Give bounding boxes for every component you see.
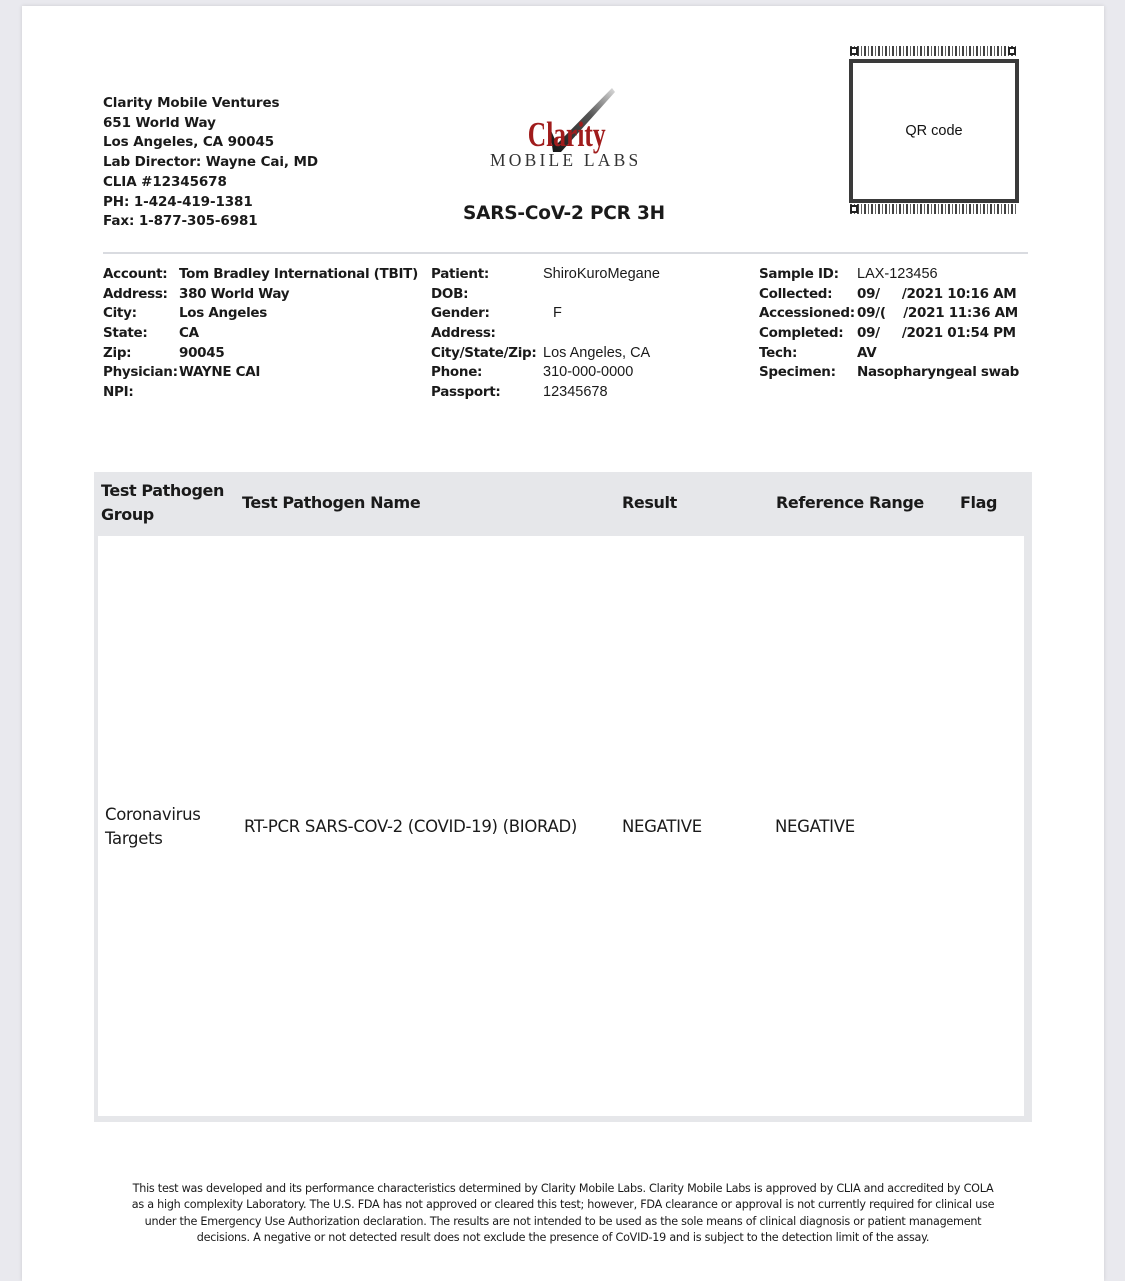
field-label: Sample ID: (759, 266, 839, 282)
logo-wordmark: Clarity (527, 115, 606, 154)
report-page (22, 6, 1104, 1281)
lab-street: 651 World Way (103, 114, 216, 131)
disclaimer-line: decisions. A negative or not detected result does not exclude the presence of CoVID-19 and is subject to the detection limit of the assay. (196, 1230, 930, 1244)
sample-collected: 09/ /2021 10:16 AM (857, 285, 1017, 302)
field-label: City/State/Zip: (431, 344, 537, 361)
sample-accessioned: 09/( /2021 11:36 AM (857, 305, 1018, 322)
lab-phone: PH: 1-424-419-1381 (103, 193, 253, 210)
qr-pattern-bottom (850, 204, 1016, 214)
cell-reference-range: NEGATIVE (775, 817, 855, 836)
account-row (103, 324, 425, 344)
patient-gender: F (553, 305, 562, 322)
lab-name: Clarity Mobile Ventures (103, 95, 280, 111)
field-label: Tech: (759, 344, 798, 361)
field-label: Accessioned: (759, 305, 855, 322)
field-label: Patient: (431, 266, 489, 282)
lab-info (103, 94, 318, 232)
cell-result: NEGATIVE (622, 817, 702, 836)
field-label: Phone: (431, 364, 483, 381)
patient-info (431, 265, 743, 403)
clarity-logo (487, 86, 637, 176)
field-label: Address: (103, 285, 168, 302)
field-label: DOB: (431, 285, 469, 302)
header-divider (103, 252, 1028, 254)
sample-row (759, 344, 1059, 364)
field-label: State: (103, 325, 148, 342)
sample-tech: AV (857, 344, 877, 361)
field-label: Completed: (759, 325, 844, 342)
qr-finder-icon (1008, 47, 1016, 55)
field-label: Address: (431, 325, 496, 342)
cell-text: Coronavirus (105, 805, 201, 824)
disclaimer (92, 1181, 1034, 1246)
cell-pathogen-group (105, 803, 233, 851)
sample-specimen: Nasopharyngeal swab (857, 364, 1020, 381)
account-row (103, 265, 425, 285)
field-label: NPI: (103, 384, 134, 401)
field-label: Specimen: (759, 364, 836, 381)
header-result: Result (622, 493, 677, 512)
disclaimer-line: This test was developed and its performance characteristics determined by Clarity Mobile Labs. Clarity Mobile Labs is approved by CLIA and accredited by COLA (132, 1182, 994, 1195)
field-label: City: (103, 305, 137, 322)
field-label: Physician: (103, 364, 178, 381)
account-zip: 90045 (179, 344, 225, 361)
field-label: Gender: (431, 305, 490, 322)
sample-row (759, 304, 1059, 324)
patient-row (431, 304, 743, 324)
account-physician: WAYNE CAI (179, 364, 261, 381)
header-reference-range: Reference Range (776, 493, 924, 512)
header-pathogen-name: Test Pathogen Name (242, 493, 421, 512)
patient-city-state-zip: Los Angeles, CA (543, 344, 651, 361)
account-row (103, 383, 425, 403)
patient-row (431, 324, 743, 344)
patient-phone: 310-000-0000 (543, 364, 634, 381)
header-pathogen-group (101, 479, 233, 527)
field-label: Account: (103, 266, 168, 282)
account-row (103, 304, 425, 324)
sample-row (759, 285, 1059, 305)
account-state: CA (179, 325, 199, 342)
qr-placeholder (849, 59, 1019, 203)
lab-clia: CLIA #12345678 (103, 173, 227, 190)
sample-row (759, 363, 1059, 383)
header-flag: Flag (960, 493, 998, 512)
patient-row (431, 383, 743, 403)
field-label: Zip: (103, 344, 132, 361)
qr-finder-icon (850, 205, 858, 213)
qr-finder-icon (850, 47, 858, 55)
sample-info (759, 265, 1059, 383)
qr-code (848, 46, 1020, 216)
cell-pathogen-name: RT-PCR SARS-COV-2 (COVID-19) (BIORAD) (244, 817, 578, 836)
account-row (103, 363, 425, 383)
test-title: SARS-CoV-2 PCR 3H (463, 203, 665, 224)
table-body (98, 536, 1024, 1116)
patient-row (431, 344, 743, 364)
patient-name: ShiroKuroMegane (543, 266, 660, 282)
sample-id: LAX-123456 (857, 266, 938, 282)
logo-subtitle: MOBILE LABS (490, 150, 637, 170)
results-table (94, 472, 1032, 1122)
field-label: Collected: (759, 285, 833, 302)
account-name: Tom Bradley International (TBIT) (179, 266, 418, 282)
lab-city: Los Angeles, CA 90045 (103, 134, 275, 151)
header-text: Test Pathogen (101, 481, 225, 500)
account-address: 380 World Way (179, 285, 290, 302)
account-info (103, 265, 425, 403)
account-city: Los Angeles (179, 305, 268, 322)
patient-passport: 12345678 (543, 384, 608, 401)
lab-fax: Fax: 1-877-305-6981 (103, 213, 258, 230)
patient-row (431, 285, 743, 305)
header-text: Group (101, 505, 154, 524)
sample-completed: 09/ /2021 01:54 PM (857, 325, 1016, 342)
patient-row (431, 363, 743, 383)
qr-label: QR code (905, 123, 963, 139)
disclaimer-line: under the Emergency Use Authorization declaration. The results are not intended to be used as the sole means of clinical diagnosis or patient management (144, 1214, 982, 1228)
field-label: Passport: (431, 384, 501, 401)
patient-row (431, 265, 743, 285)
table-header (94, 472, 1032, 536)
lab-director: Lab Director: Wayne Cai, MD (103, 154, 318, 171)
qr-pattern-top (850, 46, 1016, 56)
account-row (103, 285, 425, 305)
sample-row (759, 265, 1059, 285)
cell-text: Targets (105, 829, 163, 848)
disclaimer-line: as a high complexity Laboratory. The U.S. FDA has not approved or cleared this test; however, FDA clearance or approval is not currently required for clinical use (131, 1198, 995, 1212)
sample-row (759, 324, 1059, 344)
account-row (103, 344, 425, 364)
checkmark-logo-icon (487, 86, 637, 176)
